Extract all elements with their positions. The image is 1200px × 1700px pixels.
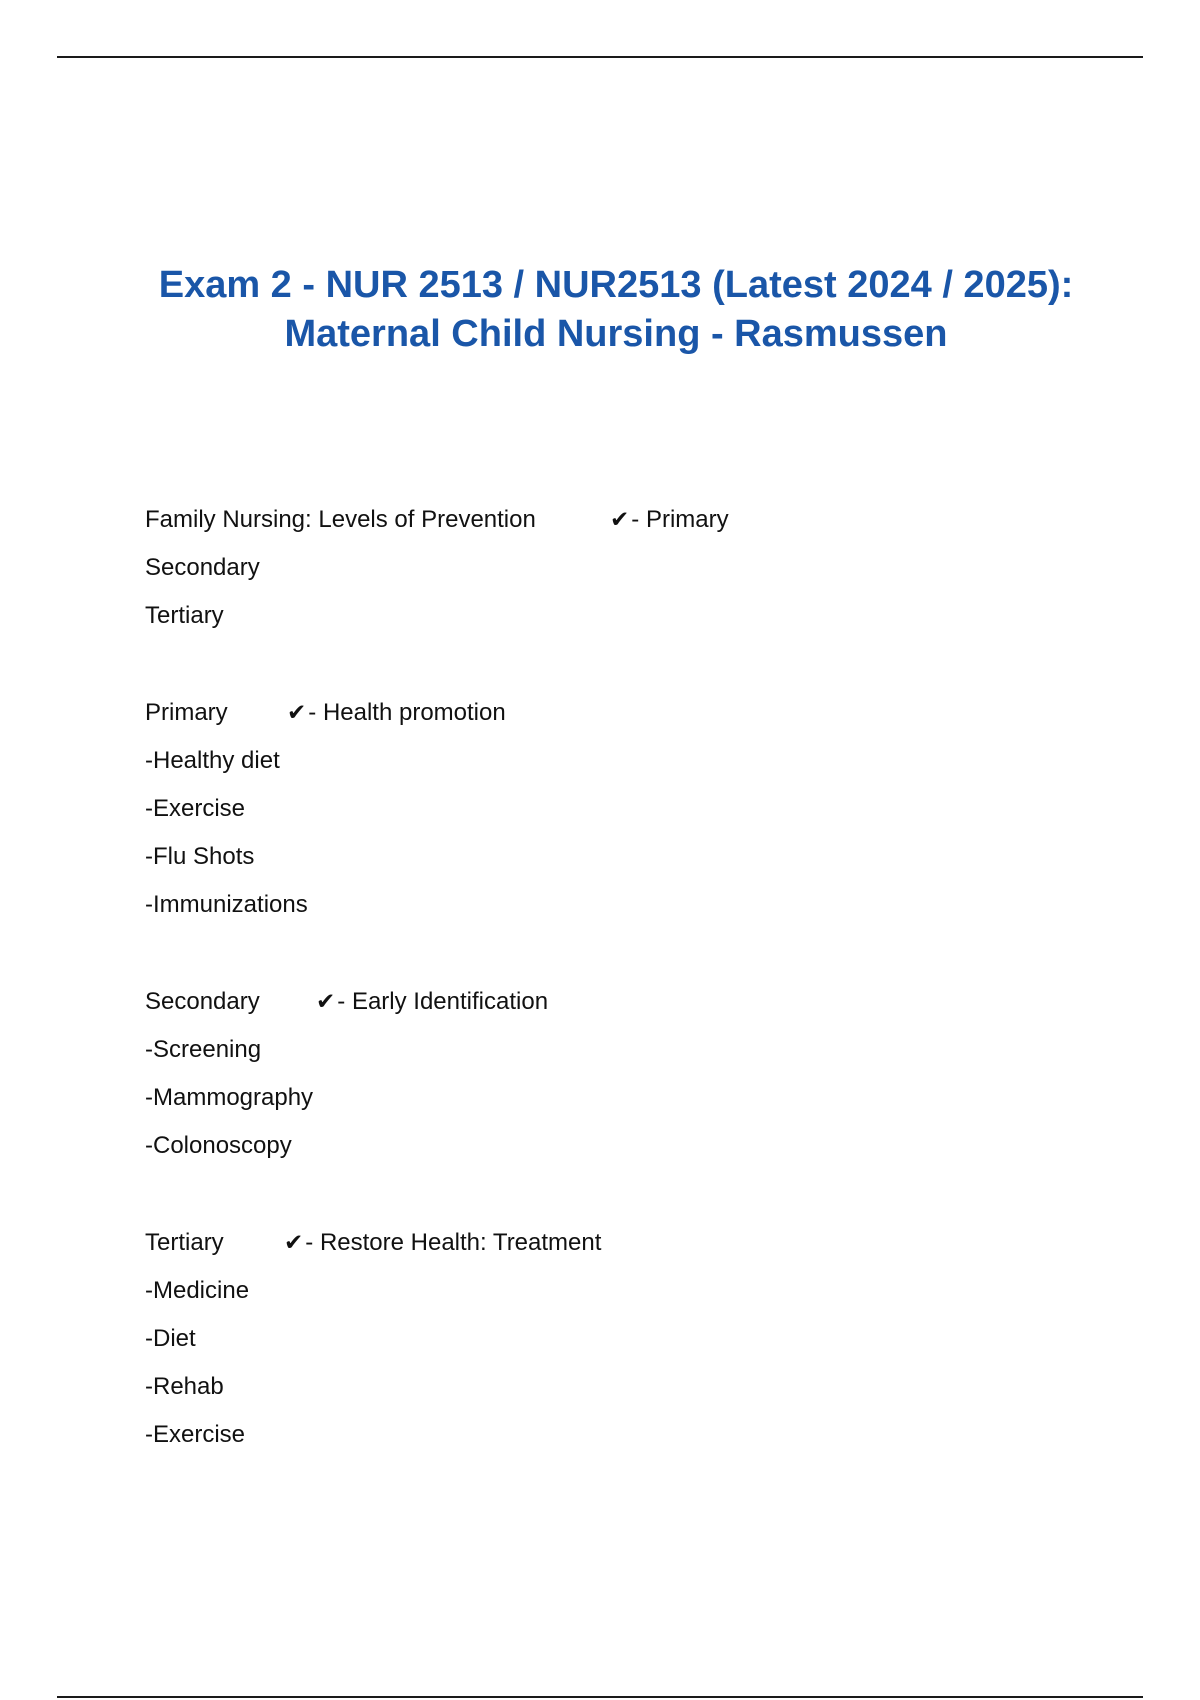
flashcard [145, 689, 1045, 929]
check-icon: ✔ [610, 507, 630, 533]
card-line: -Exercise [145, 1421, 246, 1448]
flashcard [145, 978, 1045, 1170]
card-header [145, 978, 1045, 1026]
card-line: -Exercise [145, 795, 246, 822]
check-icon: ✔ [287, 700, 307, 726]
card-answer [287, 689, 506, 737]
card-answer [316, 978, 548, 1026]
card-line: -Healthy diet [145, 747, 280, 774]
card-line: Tertiary [145, 602, 224, 629]
card-term: Family Nursing: Levels of Prevention [145, 506, 536, 533]
card-answer-text: - Restore Health: Treatment [305, 1229, 602, 1256]
flashcard [145, 496, 1045, 640]
check-icon: ✔ [316, 989, 336, 1015]
card-answer-text: - Primary [631, 506, 729, 533]
card-term: Primary [145, 699, 228, 726]
bottom-rule [57, 1696, 1143, 1698]
top-rule [57, 56, 1143, 58]
card-term: Tertiary [145, 1229, 224, 1256]
card-line: -Rehab [145, 1373, 224, 1400]
check-icon: ✔ [284, 1230, 304, 1256]
card-line: -Flu Shots [145, 843, 255, 870]
card-line: -Colonoscopy [145, 1132, 292, 1159]
card-line: -Screening [145, 1036, 262, 1063]
card-line: -Diet [145, 1325, 196, 1352]
card-line: Secondary [145, 554, 260, 581]
card-header [145, 1219, 1045, 1267]
card-header [145, 689, 1045, 737]
card-term: Secondary [145, 988, 260, 1015]
card-answer [610, 496, 729, 544]
card-header [145, 496, 1045, 544]
card-answer-text: - Early Identification [337, 988, 549, 1015]
document-title: Exam 2 - NUR 2513 / NUR2513 (Latest 2024 / 2025): Maternal Child Nursing - Rasmussen [158, 264, 1074, 356]
card-line: -Immunizations [145, 891, 308, 918]
flashcard [145, 1219, 1045, 1459]
card-line: -Medicine [145, 1277, 250, 1304]
card-answer-text: - Health promotion [308, 699, 506, 726]
card-answer [284, 1219, 601, 1267]
card-line: -Mammography [145, 1084, 314, 1111]
flashcard-list [145, 496, 1045, 1508]
